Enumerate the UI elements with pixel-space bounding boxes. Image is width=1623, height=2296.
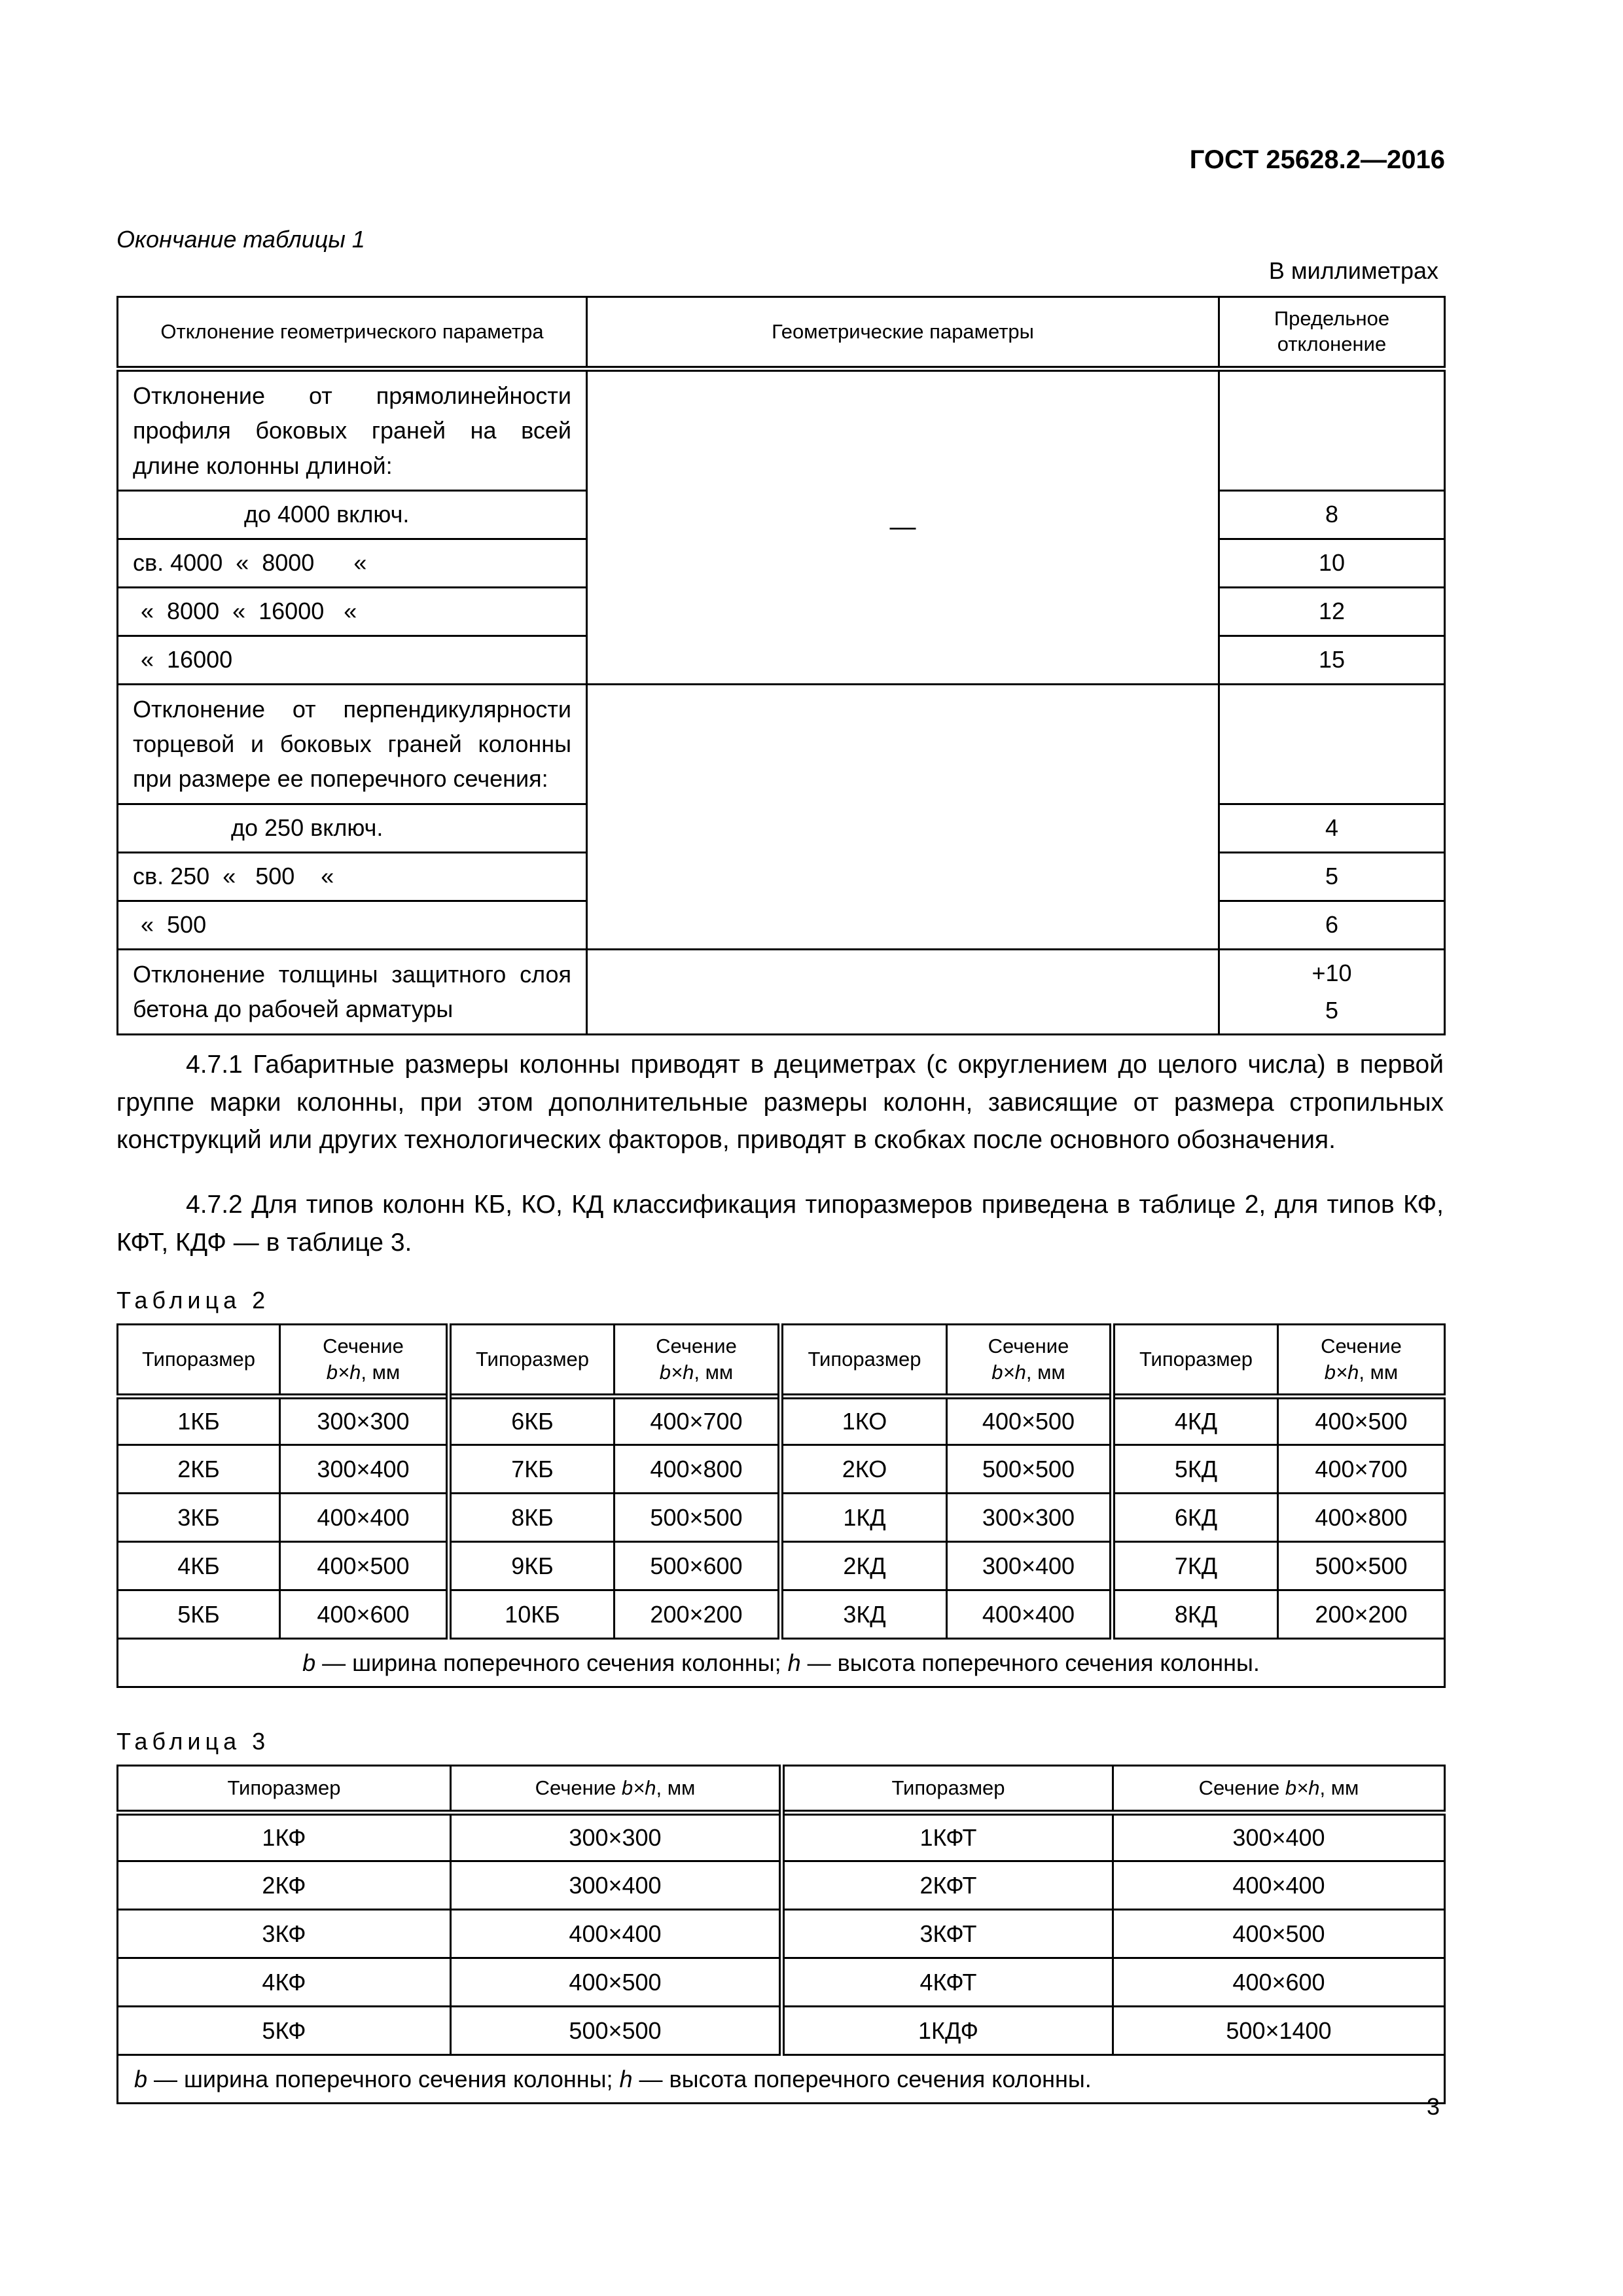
t2-cell: 500×500 [615,1494,781,1542]
t1-g2-row-value: 6 [1219,901,1445,949]
t1-group2-empty [1219,684,1445,804]
t2-cell: 500×600 [615,1542,781,1590]
t1-group3-minus: 5 [1325,997,1339,1024]
t2-cell: 300×300 [947,1494,1113,1542]
t1-group2-params [587,684,1219,949]
t2-cell: 400×400 [280,1494,449,1542]
t1-group3-params [587,949,1219,1034]
t1-header-params: Геометрические параметры [587,297,1219,369]
table-row [118,1861,1445,1910]
paragraph-4-7-2 [116,1186,1444,1261]
t3-cell: 300×400 [1113,1813,1445,1861]
t2-cell: 8КД [1113,1590,1278,1639]
t2-header-section-word: Сечение [1321,1334,1402,1357]
t2-cell: 300×300 [280,1397,449,1445]
t2-note-b: b [302,1649,316,1676]
table2-caption: Таблица 2 [116,1287,270,1314]
t2-cell: 300×400 [280,1445,449,1494]
t2-cell: 2КО [781,1445,947,1494]
table3-caption: Таблица 3 [116,1728,270,1755]
table1-units: В миллиметрах [1268,257,1438,284]
t2-header-section [280,1325,449,1397]
standard-number: ГОСТ 25628.2—2016 [1189,145,1445,174]
t2-note-mid: — ширина поперечного сечения колонны; [315,1649,788,1676]
t1-group3-value [1219,949,1445,1034]
t1-g1-row-label: св. 4000 « 8000 « [118,539,587,587]
t1-group1-title: Отклонение от прямолинейности профиля боковых граней на всей длине колонны длиной: [118,369,587,491]
t2-cell: 400×700 [1278,1445,1445,1494]
t3-header-section-unit: , мм [656,1776,696,1799]
t2-cell: 6КД [1113,1494,1278,1542]
t1-g2-row-value: 4 [1219,804,1445,852]
t2-cell: 500×500 [1278,1542,1445,1590]
t2-header-section-var: b×h [991,1361,1026,1384]
t2-header-type: Типоразмер [781,1325,947,1397]
t2-cell: 400×600 [280,1590,449,1639]
t3-note-mid: — ширина поперечного сечения колонны; [147,2065,620,2092]
t1-group1-params: — [587,369,1219,685]
t2-cell: 200×200 [615,1590,781,1639]
t2-cell: 3КД [781,1590,947,1639]
table-2 [116,1323,1446,1688]
t1-g1-row-value: 10 [1219,539,1445,587]
t3-cell: 400×500 [451,1958,782,2007]
t3-header-section-word: Сечение [1198,1776,1285,1799]
t3-cell: 2КФ [118,1861,451,1910]
t2-cell: 3КБ [118,1494,280,1542]
t3-cell: 400×400 [1113,1861,1445,1910]
t3-header-type: Типоразмер [118,1766,451,1813]
t3-cell: 3КФТ [782,1910,1113,1958]
table-row [118,1590,1445,1639]
t2-header-section-var: b×h [659,1361,694,1384]
t3-cell: 400×600 [1113,1958,1445,2007]
t1-g1-row-value: 15 [1219,636,1445,684]
t1-g2-row-value: 5 [1219,852,1445,901]
t1-g1-row-value: 12 [1219,587,1445,636]
t2-cell: 500×500 [947,1445,1113,1494]
t2-header-section [1278,1325,1445,1397]
t1-g1-row-value: 8 [1219,490,1445,539]
t2-header-section-unit: , мм [694,1361,734,1384]
t3-header-section-var: b×h [621,1776,656,1799]
t3-cell: 400×500 [1113,1910,1445,1958]
t3-cell: 1КФТ [782,1813,1113,1861]
page-number: 3 [1427,2093,1440,2120]
t3-header-type: Типоразмер [782,1766,1113,1813]
t2-header-section-unit: , мм [1026,1361,1065,1384]
t2-cell: 1КО [781,1397,947,1445]
t3-cell: 300×300 [451,1813,782,1861]
table1-caption: Окончание таблицы 1 [116,226,365,253]
t2-cell: 7КБ [449,1445,615,1494]
t1-g2-row-label: св. 250 « 500 « [118,852,587,901]
table-row [118,1542,1445,1590]
table-3 [116,1765,1446,2104]
t1-group3-title: Отклонение толщины защитного слоя бетона до рабочей арматуры [118,949,587,1034]
t3-cell: 500×500 [451,2007,782,2055]
t1-g1-row-label: « 8000 « 16000 « [118,587,587,636]
table-row [118,1494,1445,1542]
t3-header-section-word: Сечение [535,1776,622,1799]
t2-header-section-unit: , мм [361,1361,401,1384]
table-row [118,1445,1445,1494]
t2-cell: 400×700 [615,1397,781,1445]
t3-cell: 1КФ [118,1813,451,1861]
t1-g1-row-label: до 4000 включ. [118,490,587,539]
t3-footnote [118,2055,1445,2104]
t2-cell: 400×400 [947,1590,1113,1639]
t1-header-deviation: Отклонение геометрического параметра [118,297,587,369]
t2-cell: 400×500 [1278,1397,1445,1445]
t3-header-section-unit: , мм [1319,1776,1359,1799]
t1-g2-row-label: « 500 [118,901,587,949]
t3-header-section [451,1766,782,1813]
t2-cell: 2КБ [118,1445,280,1494]
t2-cell: 400×800 [1278,1494,1445,1542]
paragraph-4-7-1-text: 4.7.1 Габаритные размеры колонны приводят в дециметрах (с округлением до целого числа) в первой группе марки колонны, при этом дополнительные размеры колонн, зависящие от размера стропильных конструкций или других технологических факторов, приводят в скобках после основного обозначения. [116,1050,1444,1155]
t2-header-section [615,1325,781,1397]
t2-header-type: Типоразмер [118,1325,280,1397]
t1-group3-plus: +10 [1311,959,1352,986]
t3-note-b: b [134,2065,148,2092]
t3-cell: 500×1400 [1113,2007,1445,2055]
t2-header-section-word: Сечение [323,1334,404,1357]
t2-header-type: Типоразмер [1113,1325,1278,1397]
t2-cell: 2КД [781,1542,947,1590]
t2-header-section [947,1325,1113,1397]
t2-cell: 7КД [1113,1542,1278,1590]
t2-cell: 5КБ [118,1590,280,1639]
t2-cell: 1КБ [118,1397,280,1445]
t2-cell: 5КД [1113,1445,1278,1494]
t2-cell: 400×500 [280,1542,449,1590]
t3-note-h: h [619,2065,633,2092]
t3-cell: 400×400 [451,1910,782,1958]
paragraph-4-7-2-text: 4.7.2 Для типов колонн КБ, КО, КД классификация типоразмеров приведена в таблице 2, для типов КФ, КФТ, КДФ — в таблице 3. [116,1191,1444,1257]
t1-group1-empty [1219,369,1445,491]
t2-header-section-unit: , мм [1359,1361,1399,1384]
t2-cell: 9КБ [449,1542,615,1590]
t1-g2-row-label: до 250 включ. [118,804,587,852]
t3-cell: 2КФТ [782,1861,1113,1910]
t2-cell: 4КД [1113,1397,1278,1445]
t2-header-section-var: b×h [1324,1361,1359,1384]
t2-cell: 1КД [781,1494,947,1542]
t3-note-end: — высота поперечного сечения колонны. [632,2065,1092,2092]
table-row [118,1910,1445,1958]
t2-header-section-word: Сечение [988,1334,1069,1357]
t2-cell: 200×200 [1278,1590,1445,1639]
t1-header-limit: Предельное отклонение [1219,297,1445,369]
t3-header-section [1113,1766,1445,1813]
t2-footnote [118,1639,1445,1687]
t2-note-end: — высота поперечного сечения колонны. [800,1649,1260,1676]
table-row [118,1397,1445,1445]
table-row [118,1813,1445,1861]
t1-g1-row-label: « 16000 [118,636,587,684]
table-row [118,1958,1445,2007]
t3-cell: 4КФТ [782,1958,1113,2007]
table-row [118,2007,1445,2055]
t2-cell: 8КБ [449,1494,615,1542]
t3-cell: 5КФ [118,2007,451,2055]
t2-cell: 4КБ [118,1542,280,1590]
t3-cell: 4КФ [118,1958,451,2007]
t2-cell: 10КБ [449,1590,615,1639]
t2-cell: 400×800 [615,1445,781,1494]
t1-group2-title: Отклонение от перпендикулярности торцевой и боковых граней колонны при размере ее поперечного сечения: [118,684,587,804]
t2-cell: 6КБ [449,1397,615,1445]
t2-cell: 400×500 [947,1397,1113,1445]
t2-note-h: h [787,1649,801,1676]
table-1 [116,296,1446,1035]
paragraph-4-7-1 [116,1046,1444,1159]
t3-cell: 1КДФ [782,2007,1113,2055]
t2-header-section-word: Сечение [656,1334,737,1357]
t3-cell: 300×400 [451,1861,782,1910]
t2-cell: 300×400 [947,1542,1113,1590]
t3-cell: 3КФ [118,1910,451,1958]
t2-header-section-var: b×h [326,1361,361,1384]
t2-header-type: Типоразмер [449,1325,615,1397]
t3-header-section-var: b×h [1285,1776,1320,1799]
